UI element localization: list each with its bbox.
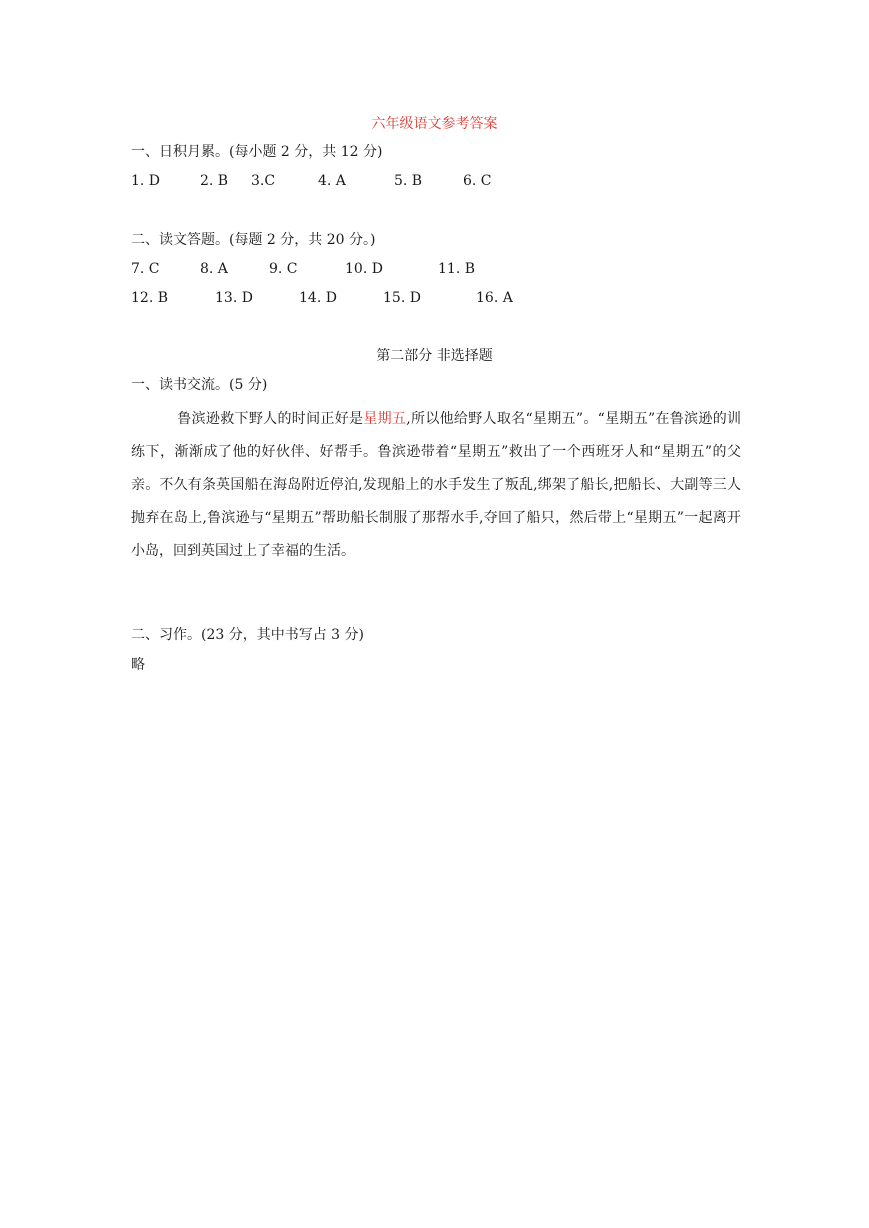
answer-item: 8. A (200, 261, 228, 277)
paragraph-text-start: 鲁滨逊救下野人的时间正好是 (177, 411, 364, 427)
part1-answers (131, 171, 492, 191)
answer-item: 12. B (131, 290, 169, 306)
answer-item: 3.C (251, 173, 276, 189)
section-title: 第二部分 非选择题 (376, 348, 493, 364)
page-title: 六年级语文参考答案 (371, 116, 498, 132)
reading-answer-paragraph (131, 403, 741, 568)
answer-item: 11. B (438, 261, 476, 277)
writing-answer: 略 (131, 657, 145, 673)
answer-item: 7. C (131, 261, 160, 277)
part2-answers-row2 (131, 288, 513, 308)
answer-item: 6. C (463, 173, 492, 189)
part2-answers-row1 (131, 259, 475, 279)
answer-item: 16. A (476, 290, 513, 306)
paragraph-text-rest: ,所以他给野人取名“星期五”。“星期五”在鲁滨逊的训练下，渐渐成了他的好伙伴、好帮手。鲁滨逊带着“星期五”救出了一个西班牙人和“星期五”的父亲。不久有条英国船在海岛附近停泊,发现船上的水手发生了叛乱,绑架了船长,把船长、大副等三人抛弃在岛上,鲁滨逊与“星期五”帮助船长制服了那帮水手,夺回了船只，然后带上“星期五”一起离开小岛，回到英国过上了幸福的生活。 (131, 411, 742, 559)
answer-item: 5. B (394, 173, 423, 189)
answer-item: 2. B (200, 173, 229, 189)
part2-heading: 二、读文答题。(每题 2 分，共 20 分。) (131, 232, 376, 248)
part1-heading: 一、日积月累。(每小题 2 分，共 12 分) (131, 144, 383, 160)
answer-item: 1. D (131, 173, 161, 189)
answer-item: 9. C (269, 261, 298, 277)
answer-item: 13. D (215, 290, 253, 306)
highlighted-text: 星期五 (363, 411, 407, 427)
reading-heading: 一、读书交流。(5 分) (131, 377, 268, 393)
writing-heading: 二、习作。(23 分，其中书写占 3 分) (131, 627, 364, 643)
answer-item: 10. D (345, 261, 383, 277)
answer-item: 15. D (383, 290, 421, 306)
answer-item: 4. A (318, 173, 346, 189)
answer-item: 14. D (299, 290, 337, 306)
